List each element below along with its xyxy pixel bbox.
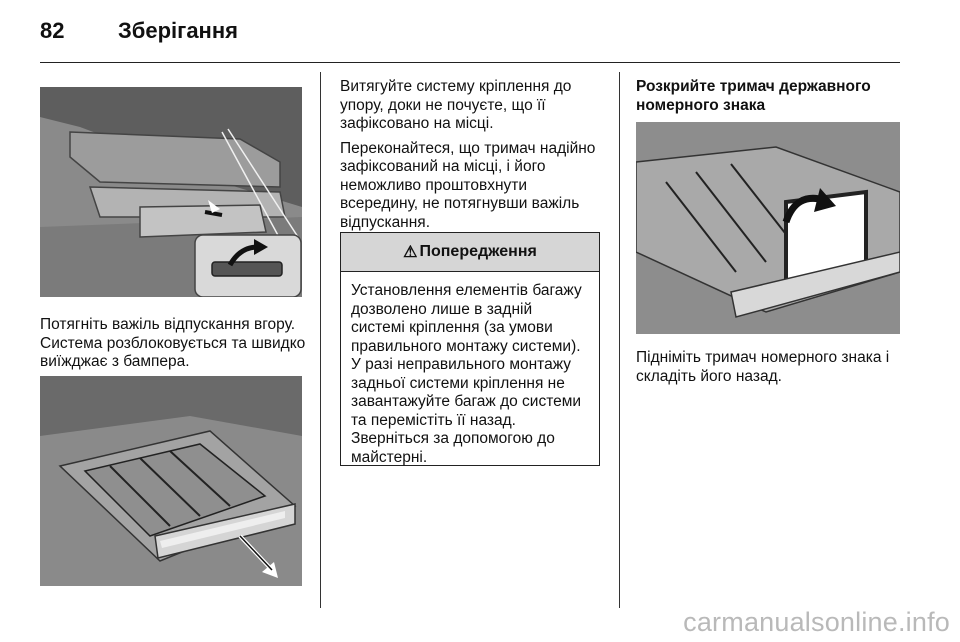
paragraph-extend-carrier: Витягуйте систему кріплення до упору, доки не почуєте, що її зафіксовано на місці. xyxy=(340,78,572,132)
paragraph-check-locked: Переконайтеся, що тримач надійно зафіксований на місці, і його неможливо проштовхнути всередину, не потягнувши важіль відпускання. xyxy=(340,139,596,231)
warning-header xyxy=(341,233,599,272)
figure-plate-holder xyxy=(636,122,900,334)
warning-title: Попередження xyxy=(419,243,537,260)
figure-carrier-extended xyxy=(40,376,302,586)
watermark: carmanualsonline.info xyxy=(683,607,950,637)
warning-triangle-icon: ⚠ xyxy=(403,244,418,261)
caption-release-lever: Потягніть важіль відпускання вгору. Система розблоковується та швидко виїжджає з бампера. xyxy=(40,316,306,370)
section-title: Зберігання xyxy=(118,18,238,43)
figure-release-lever xyxy=(40,87,302,297)
section-heading-plate-holder: Розкрийте тримач державного номерного знака xyxy=(636,78,871,114)
warning-body: Установлення елементів багажу дозволено лише в задній системі кріплення (за умови правильного монтажу системи). У разі неправильного монтажу задньої системи кріплення не завантажуйте багаж до системи та перемістіть її назад. Зверніться за допомогою до майстерні. xyxy=(351,282,582,466)
caption-plate-holder: Підніміть тримач номерного знака і складіть його назад. xyxy=(636,349,890,385)
page-number: 82 xyxy=(40,18,65,43)
warning-box xyxy=(340,232,600,466)
column-divider-2 xyxy=(619,72,620,608)
column2-text xyxy=(340,78,602,238)
header-rule xyxy=(40,62,900,63)
column-divider-1 xyxy=(320,72,321,608)
